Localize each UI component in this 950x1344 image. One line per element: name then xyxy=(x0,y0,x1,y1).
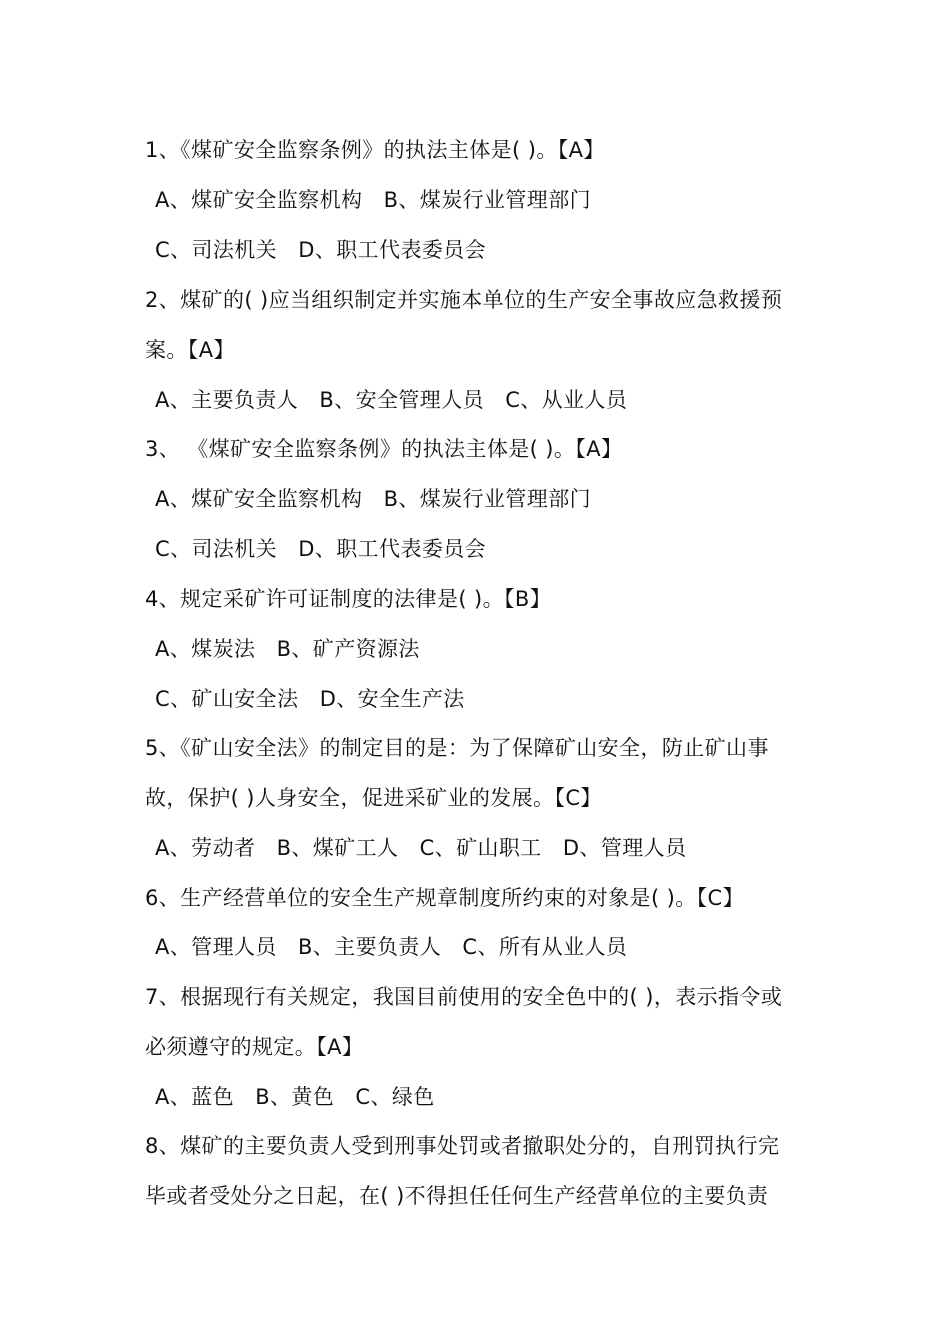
question-8-line-2: 毕或者受处分之日起，在( )不得担任任何生产经营单位的主要负责 xyxy=(145,1184,769,1208)
question-1: 1、《煤矿安全监察条例》的执法主体是( )。【A】 xyxy=(145,138,605,162)
question-2-line-1: 2、煤矿的( )应当组织制定并实施本单位的生产安全事故应急救援预 xyxy=(145,288,783,312)
question-3-options-a-b: A、煤矿安全监察机构 B、煤炭行业管理部门 xyxy=(155,487,591,511)
question-1-options-c-d: C、司法机关 D、职工代表委员会 xyxy=(155,238,487,262)
question-1-options-a-b: A、煤矿安全监察机构 B、煤炭行业管理部门 xyxy=(155,188,591,212)
question-7-line-1: 7、根据现行有关规定，我国目前使用的安全色中的( )，表示指令或 xyxy=(145,985,783,1009)
question-2-options: A、主要负责人 B、安全管理人员 C、从业人员 xyxy=(155,388,628,412)
question-5-line-2: 故，保护( )人身安全，促进采矿业的发展。【C】 xyxy=(145,786,602,810)
question-4-options-c-d: C、矿山安全法 D、安全生产法 xyxy=(155,687,465,711)
question-3: 3、 《煤矿安全监察条例》的执法主体是( )。【A】 xyxy=(145,437,623,461)
question-3-options-c-d: C、司法机关 D、职工代表委员会 xyxy=(155,537,487,561)
question-7-line-2: 必须遵守的规定。【A】 xyxy=(145,1035,364,1059)
question-6: 6、生产经营单位的安全生产规章制度所约束的对象是( )。【C】 xyxy=(145,886,744,910)
question-2-line-2: 案。【A】 xyxy=(145,338,235,362)
question-4-options-a-b: A、煤炭法 B、矿产资源法 xyxy=(155,637,420,661)
question-5-options: A、劳动者 B、煤矿工人 C、矿山职工 D、管理人员 xyxy=(155,836,687,860)
question-7-options: A、蓝色 B、黄色 C、绿色 xyxy=(155,1085,435,1109)
question-6-options: A、管理人员 B、主要负责人 C、所有从业人员 xyxy=(155,935,628,959)
question-8-line-1: 8、煤矿的主要负责人受到刑事处罚或者撤职处分的，自刑罚执行完 xyxy=(145,1134,780,1158)
question-5-line-1: 5、《矿山安全法》的制定目的是：为了保障矿山安全，防止矿山事 xyxy=(145,736,769,760)
question-4: 4、规定采矿许可证制度的法律是( )。【B】 xyxy=(145,587,552,611)
